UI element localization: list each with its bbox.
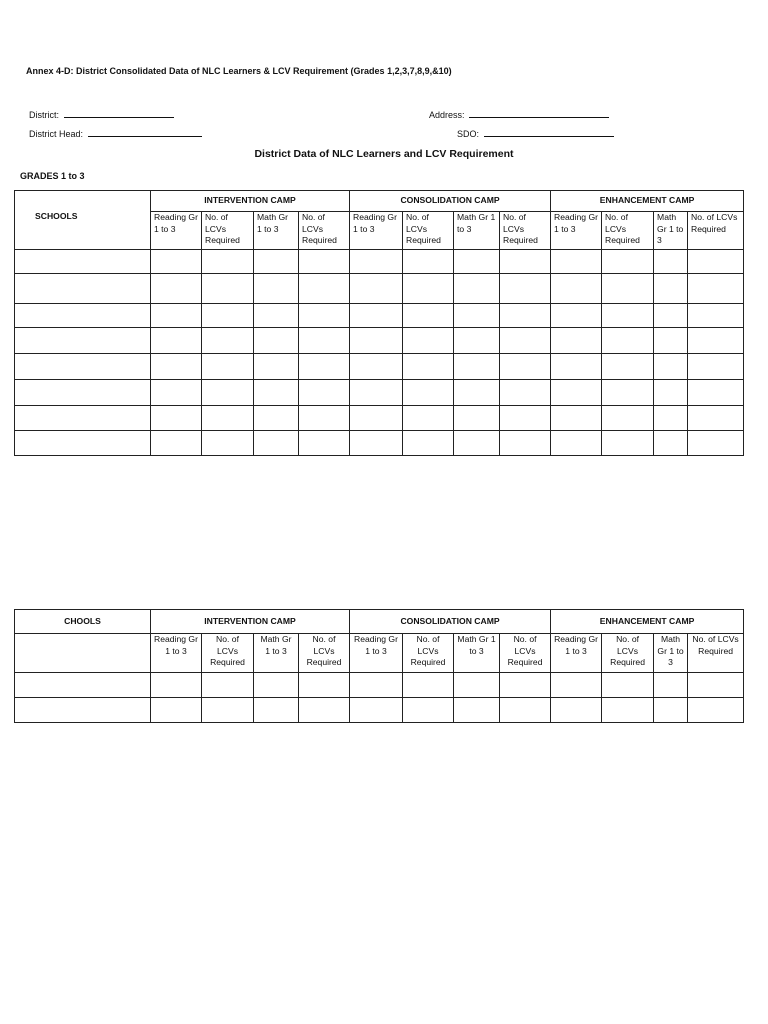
table-cell[interactable]	[500, 304, 551, 328]
camp-header-row	[15, 191, 744, 212]
sdo-field	[457, 127, 614, 139]
table-cell[interactable]	[254, 328, 299, 354]
table-cell[interactable]	[15, 328, 151, 354]
table-row	[15, 698, 744, 723]
district-label: District:	[29, 110, 59, 120]
table-cell[interactable]	[403, 354, 454, 380]
sub-header: No. of LCVs Required	[403, 634, 454, 673]
table-cell[interactable]	[551, 406, 602, 431]
table-cell[interactable]	[350, 354, 403, 380]
table-cell[interactable]	[254, 304, 299, 328]
table-cell[interactable]	[202, 406, 254, 431]
table-cell[interactable]	[350, 406, 403, 431]
table-row	[15, 673, 744, 698]
table-cell[interactable]	[202, 431, 254, 456]
table-cell[interactable]	[15, 634, 151, 673]
table-cell[interactable]	[299, 250, 350, 274]
table-cell[interactable]	[254, 673, 299, 698]
table-cell[interactable]	[551, 354, 602, 380]
table-cell[interactable]	[500, 354, 551, 380]
table-cell[interactable]	[299, 673, 350, 698]
camp-header-row	[15, 610, 744, 634]
table-cell[interactable]	[551, 698, 602, 723]
table-cell[interactable]	[602, 673, 654, 698]
sub-header: No. of LCVs Required	[602, 634, 654, 673]
address-label: Address:	[429, 110, 465, 120]
table-cell[interactable]	[500, 431, 551, 456]
table-cell[interactable]	[602, 354, 654, 380]
sub-header: Reading Gr 1 to 3	[151, 212, 202, 250]
table-cell[interactable]	[500, 673, 551, 698]
table-cell[interactable]	[454, 380, 500, 406]
enhancement-camp-header: ENHANCEMENT CAMP	[551, 191, 744, 212]
table-cell[interactable]	[403, 673, 454, 698]
annex-title: Annex 4-D: District Consolidated Data of NLC Learners & LCV Requirement (Grades 1,2,3,7,8,9,&10)	[26, 66, 452, 76]
table-cell[interactable]	[688, 380, 744, 406]
table-cell[interactable]	[500, 274, 551, 304]
sdo-input-line[interactable]	[484, 127, 614, 137]
grades-table	[14, 190, 744, 456]
table-cell[interactable]	[602, 250, 654, 274]
table-cell[interactable]	[403, 698, 454, 723]
table-cell[interactable]	[350, 698, 403, 723]
table-cell[interactable]	[151, 328, 202, 354]
table-cell[interactable]	[202, 673, 254, 698]
table-cell[interactable]	[151, 274, 202, 304]
table-cell[interactable]	[151, 431, 202, 456]
table-cell[interactable]	[654, 328, 688, 354]
sub-header: Math Gr 1 to 3	[254, 634, 299, 673]
table-cell[interactable]	[202, 304, 254, 328]
table-cell[interactable]	[602, 431, 654, 456]
table-cell[interactable]	[403, 304, 454, 328]
table-cell[interactable]	[202, 250, 254, 274]
table-cell[interactable]	[654, 431, 688, 456]
table-cell[interactable]	[15, 274, 151, 304]
table-cell[interactable]	[151, 250, 202, 274]
table-cell[interactable]	[688, 250, 744, 274]
table-cell[interactable]	[299, 354, 350, 380]
table-cell[interactable]	[654, 406, 688, 431]
table-cell[interactable]	[151, 380, 202, 406]
table-cell[interactable]	[202, 380, 254, 406]
table-cell[interactable]	[688, 304, 744, 328]
sub-header: No. of LCVs Required	[299, 212, 350, 250]
district-head-field	[29, 127, 202, 139]
table-cell[interactable]	[602, 304, 654, 328]
district-field	[29, 108, 174, 120]
district-input-line[interactable]	[64, 108, 174, 118]
table-cell[interactable]	[15, 380, 151, 406]
table-cell[interactable]	[151, 698, 202, 723]
sub-header: Math Gr 1 to 3	[654, 634, 688, 673]
consolidation-camp-header: CONSOLIDATION CAMP	[350, 191, 551, 212]
sub-header: No. of LCVs Required	[500, 634, 551, 673]
table-row	[15, 304, 744, 328]
table-cell[interactable]	[654, 354, 688, 380]
table-cell[interactable]	[454, 274, 500, 304]
table-cell[interactable]	[688, 354, 744, 380]
table-cell[interactable]	[551, 380, 602, 406]
table-cell[interactable]	[254, 354, 299, 380]
table-cell[interactable]	[403, 274, 454, 304]
table-cell[interactable]	[551, 673, 602, 698]
table-cell[interactable]	[688, 274, 744, 304]
table-cell[interactable]	[454, 698, 500, 723]
table-cell[interactable]	[151, 673, 202, 698]
table-cell[interactable]	[254, 380, 299, 406]
table-cell[interactable]	[254, 274, 299, 304]
table-cell[interactable]	[688, 673, 744, 698]
table-cell[interactable]	[202, 354, 254, 380]
table-cell[interactable]	[602, 328, 654, 354]
sub-header: No. of LCVs Required	[202, 212, 254, 250]
table-cell[interactable]	[551, 304, 602, 328]
table-cell[interactable]	[350, 304, 403, 328]
table-row	[15, 406, 744, 431]
table-cell[interactable]	[654, 250, 688, 274]
table-cell[interactable]	[551, 274, 602, 304]
table-cell[interactable]	[350, 673, 403, 698]
table-cell[interactable]	[202, 698, 254, 723]
sub-header: Reading Gr 1 to 3	[551, 634, 602, 673]
schools-header: CHOOLS	[15, 610, 151, 634]
table-row	[15, 274, 744, 304]
schools-header: SCHOOLS	[15, 191, 151, 250]
sub-header: No. of LCVs Required	[602, 212, 654, 250]
address-field	[429, 108, 609, 120]
sub-header: No. of LCVs Required	[202, 634, 254, 673]
table-row	[15, 354, 744, 380]
table-cell[interactable]	[454, 431, 500, 456]
table-cell[interactable]	[454, 304, 500, 328]
table-cell[interactable]	[151, 406, 202, 431]
table-cell[interactable]	[299, 304, 350, 328]
table-cell[interactable]	[202, 328, 254, 354]
sub-header: Reading Gr 1 to 3	[350, 212, 403, 250]
sub-header: Math Gr 1 to 3	[254, 212, 299, 250]
sub-header: No. of LCVs Required	[500, 212, 551, 250]
enhancement-camp-header: ENHANCEMENT CAMP	[551, 610, 744, 634]
table-cell[interactable]	[15, 354, 151, 380]
sub-header: Math Gr 1 to 3	[454, 634, 500, 673]
table-cell[interactable]	[299, 431, 350, 456]
table-cell[interactable]	[551, 431, 602, 456]
table-cell[interactable]	[350, 274, 403, 304]
intervention-camp-header: INTERVENTION CAMP	[151, 610, 350, 634]
sub-header: No. of LCVs Required	[688, 634, 744, 673]
table-cell[interactable]	[254, 406, 299, 431]
table-cell[interactable]	[403, 328, 454, 354]
consolidation-camp-header: CONSOLIDATION CAMP	[350, 610, 551, 634]
second-table	[14, 609, 744, 723]
sub-header: Reading Gr 1 to 3	[151, 634, 202, 673]
table-row	[15, 431, 744, 456]
table-cell[interactable]	[500, 698, 551, 723]
table-cell[interactable]	[454, 328, 500, 354]
sub-header: Math Gr 1 to 3	[454, 212, 500, 250]
table-cell[interactable]	[151, 304, 202, 328]
sub-header: No. of LCVs Required	[403, 212, 454, 250]
table-cell[interactable]	[454, 250, 500, 274]
district-head-label: District Head:	[29, 129, 84, 139]
table-cell[interactable]	[254, 698, 299, 723]
table-cell[interactable]	[299, 380, 350, 406]
sub-header-row	[15, 634, 744, 673]
table-cell[interactable]	[500, 380, 551, 406]
table-cell[interactable]	[551, 328, 602, 354]
sub-header: No. of LCVs Required	[688, 212, 744, 250]
table-cell[interactable]	[202, 274, 254, 304]
table-cell[interactable]	[254, 250, 299, 274]
table-cell[interactable]	[403, 431, 454, 456]
table-cell[interactable]	[254, 431, 299, 456]
sub-header: Reading Gr 1 to 3	[551, 212, 602, 250]
table-cell[interactable]	[500, 328, 551, 354]
table-cell[interactable]	[299, 406, 350, 431]
sub-header: Math Gr 1 to 3	[654, 212, 688, 250]
table-cell[interactable]	[151, 354, 202, 380]
table-cell[interactable]	[299, 698, 350, 723]
table-row	[15, 380, 744, 406]
table-cell[interactable]	[454, 406, 500, 431]
table-cell[interactable]	[654, 380, 688, 406]
table-cell[interactable]	[688, 328, 744, 354]
table-cell[interactable]	[688, 698, 744, 723]
table-cell[interactable]	[350, 380, 403, 406]
table-cell[interactable]	[15, 431, 151, 456]
table-cell[interactable]	[350, 431, 403, 456]
sdo-label: SDO:	[457, 129, 480, 139]
table-cell[interactable]	[403, 380, 454, 406]
table-cell[interactable]	[602, 274, 654, 304]
table-cell[interactable]	[350, 250, 403, 274]
table-cell[interactable]	[15, 304, 151, 328]
intervention-camp-header: INTERVENTION CAMP	[151, 191, 350, 212]
table-cell[interactable]	[602, 406, 654, 431]
table-cell[interactable]	[15, 673, 151, 698]
table-cell[interactable]	[454, 673, 500, 698]
table-cell[interactable]	[350, 328, 403, 354]
table-cell[interactable]	[500, 406, 551, 431]
table-cell[interactable]	[500, 250, 551, 274]
grades-label: GRADES 1 to 3	[20, 171, 85, 181]
sub-header: No. of LCVs Required	[299, 634, 350, 673]
district-head-input-line[interactable]	[88, 127, 202, 137]
table-cell[interactable]	[15, 406, 151, 431]
table-cell[interactable]	[602, 698, 654, 723]
table-cell[interactable]	[15, 250, 151, 274]
table-cell[interactable]	[654, 698, 688, 723]
sub-header: Reading Gr 1 to 3	[350, 634, 403, 673]
table-cell[interactable]	[454, 354, 500, 380]
table-cell[interactable]	[654, 304, 688, 328]
table-row	[15, 250, 744, 274]
table-cell[interactable]	[688, 431, 744, 456]
table-row	[15, 328, 744, 354]
table-cell[interactable]	[688, 406, 744, 431]
table-cell[interactable]	[403, 406, 454, 431]
table-cell[interactable]	[403, 250, 454, 274]
table-cell[interactable]	[654, 274, 688, 304]
table-cell[interactable]	[654, 673, 688, 698]
table-cell[interactable]	[551, 250, 602, 274]
table-cell[interactable]	[299, 328, 350, 354]
table-cell[interactable]	[299, 274, 350, 304]
section-title: District Data of NLC Learners and LCV Requirement	[254, 148, 514, 160]
address-input-line[interactable]	[469, 108, 609, 118]
table-cell[interactable]	[602, 380, 654, 406]
table-cell[interactable]	[15, 698, 151, 723]
